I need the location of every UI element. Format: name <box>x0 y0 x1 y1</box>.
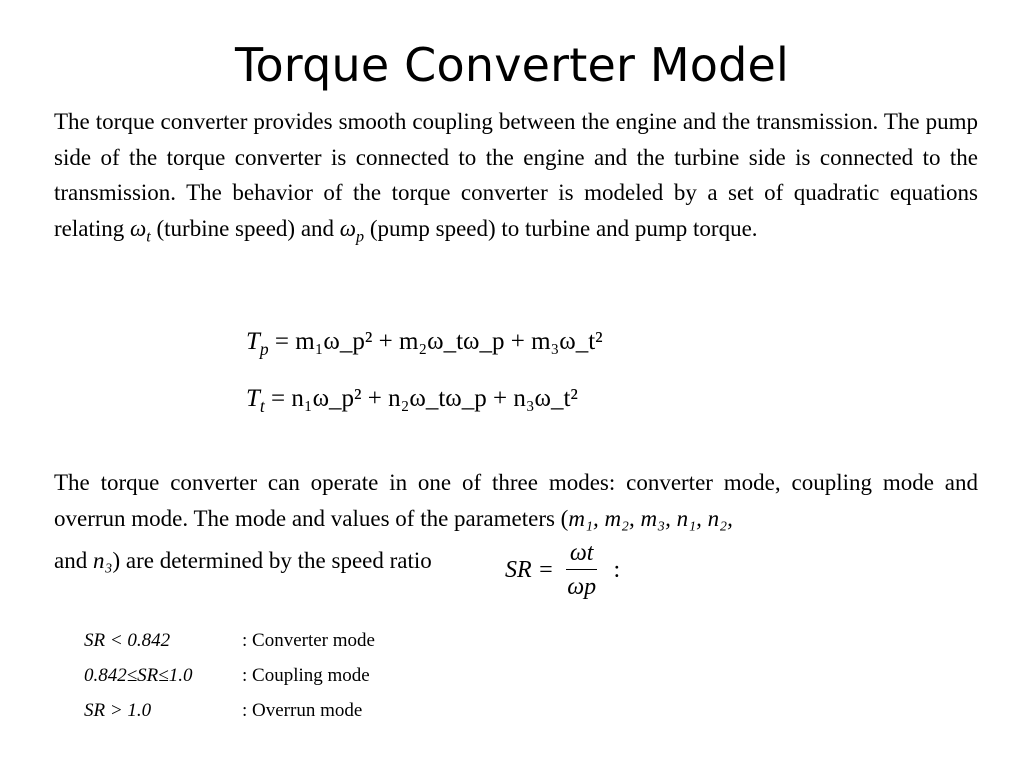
eq1-rhs: = m₁ω_p² + m₂ω_tω_p + m₃ω_t² <box>274 328 603 355</box>
n3-symbol: n₃ <box>92 548 113 573</box>
speed-ratio-text-1: and <box>54 548 93 573</box>
mode-condition: SR > 1.0 <box>84 700 152 721</box>
omega-t-symbol: $\omega_t$ <box>130 215 151 246</box>
sr-colon: : <box>613 557 621 583</box>
omega-p-symbol: $\omega_p$ <box>339 215 365 246</box>
intro-text-3: (pump speed) to turbine and pump torque. <box>364 215 758 241</box>
speed-ratio-formula <box>505 540 620 601</box>
parameters-list: m₁, m₂, m₃, n₁, n₂, <box>568 505 733 531</box>
eq1-lhs-sub: p <box>259 339 269 359</box>
mode-description: : Converter mode <box>242 630 375 651</box>
pump-torque-equation <box>246 328 603 360</box>
intro-paragraph <box>54 104 978 255</box>
intro-text-2: (turbine speed) and <box>150 215 340 241</box>
mode-description: : Overrun mode <box>242 700 363 721</box>
eq2-rhs: = n₁ω_p² + n₂ω_tω_p + n₃ω_t² <box>271 385 578 412</box>
speed-ratio-line <box>54 548 432 574</box>
speed-ratio-text-2: ) are determined by the speed ratio <box>112 548 432 573</box>
eq2-lhs-sub: t <box>259 396 265 416</box>
eq2-lhs: T <box>246 385 260 412</box>
modes-text-1: The torque converter can operate in one of three modes: converter mode, coupling mode and overrun mode. The mode and values of the parameters ( <box>54 470 978 531</box>
mode-description: : Coupling mode <box>242 665 370 686</box>
sr-fraction <box>566 540 598 601</box>
mode-row-coupling <box>84 665 375 700</box>
mode-condition: 0.842≤SR≤1.0 <box>84 665 193 686</box>
sr-lhs: SR = <box>505 557 554 583</box>
eq1-lhs: T <box>246 328 260 355</box>
slide-title: Torque Converter Model <box>234 38 790 92</box>
sr-numerator: ωt <box>566 540 598 570</box>
modes-paragraph <box>54 465 978 536</box>
intro-text-1: The torque converter provides smooth coupling between the engine and the transmission. The pump side of the torque converter is connected to the engine and the turbine side is connected to the transmission. The behavior of the torque converter is modeled by a set of quadratic equations relating <box>54 109 978 241</box>
sr-denominator: ωp <box>567 574 597 600</box>
mode-row-overrun <box>84 700 375 735</box>
turbine-torque-equation <box>246 385 578 417</box>
mode-condition: SR < 0.842 <box>84 630 171 651</box>
mode-row-converter <box>84 630 375 665</box>
modes-list <box>84 630 375 735</box>
